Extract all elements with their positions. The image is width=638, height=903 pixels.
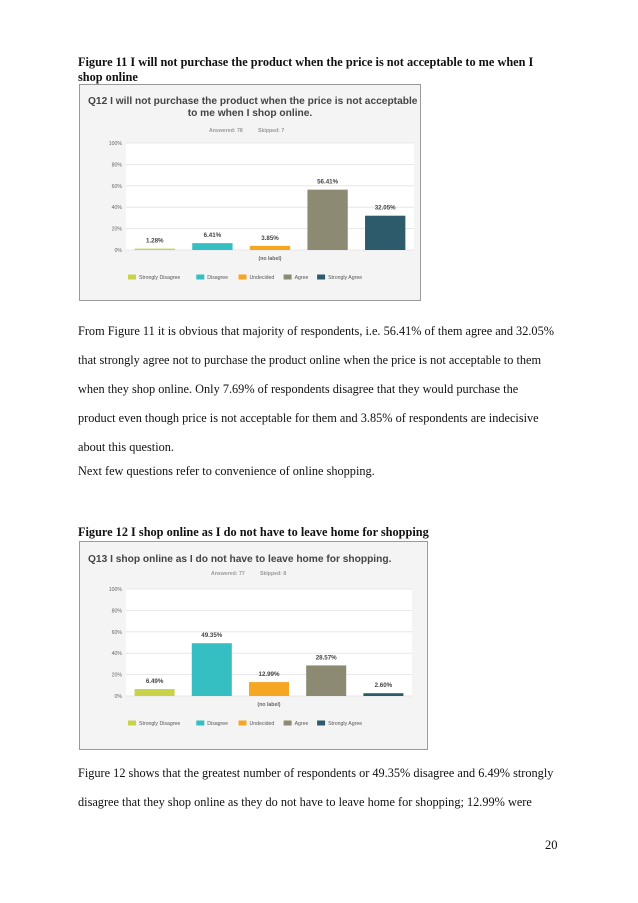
y-tick-label: 20% [111, 672, 122, 679]
y-tick-label: 40% [111, 651, 122, 658]
answered-count: Answered: 78 [209, 128, 243, 134]
bar-disagree [192, 643, 232, 696]
y-tick-label: 80% [111, 608, 122, 615]
bar-undecided [249, 682, 289, 696]
x-axis-label: (no label) [257, 702, 281, 708]
legend-swatch [128, 721, 136, 726]
figure-12-chart [79, 541, 428, 750]
legend-swatch [284, 721, 292, 726]
text-line: about this question. [78, 440, 174, 454]
skipped-count: Skipped: 7 [258, 128, 285, 134]
legend-label: Disagree [207, 275, 229, 281]
text-line: disagree that they shop online as they do not have to leave home for shopping; 12.99% were [78, 795, 532, 809]
legend-swatch [196, 275, 204, 280]
bar-agree [306, 665, 346, 696]
y-tick-label: 0% [114, 248, 122, 254]
bar-strongly-agree [363, 693, 403, 696]
legend-swatch [239, 275, 247, 280]
legend-label: Strongly Disagree [139, 275, 181, 281]
figure-12-chart-svg [80, 542, 427, 749]
legend-label: Strongly Agree [328, 721, 363, 727]
bar-strongly-disagree [135, 249, 175, 250]
bar-value-label: 6.41% [203, 232, 222, 240]
legend-label: Strongly Disagree [139, 721, 181, 727]
y-tick-label: 100% [108, 587, 122, 593]
text-line: Figure 12 shows that the greatest number of respondents or 49.35% disagree and 6.49% strongly [78, 766, 554, 780]
bar-value-label: 3.85% [261, 234, 279, 242]
text-line: From Figure 11 it is obvious that majority of respondents, i.e. 56.41% of them agree and 32.05% [78, 324, 554, 338]
bar-strongly-agree [365, 216, 405, 250]
bar-value-label: 49.35% [201, 632, 223, 640]
y-tick-label: 60% [111, 183, 122, 190]
y-tick-label: 60% [111, 629, 122, 636]
x-axis-label: (no label) [258, 256, 282, 262]
y-tick-label: 0% [114, 694, 122, 700]
y-tick-label: 20% [111, 226, 122, 233]
text-line: that strongly agree not to purchase the product online when the price is not acceptable to them [78, 353, 542, 367]
figure-11-caption [78, 55, 568, 85]
figure-11-discussion [78, 317, 570, 462]
chart-title: Q13 I shop online as I do not have to leave home for shopping. [88, 554, 392, 565]
figure-12-discussion [78, 759, 570, 817]
bar-value-label: 12.99% [258, 671, 280, 679]
legend-swatch [239, 721, 247, 726]
legend-swatch [196, 721, 204, 726]
bar-value-label: 28.57% [315, 654, 337, 662]
legend-label: Disagree [207, 721, 229, 727]
figure-11-caption-line1: Figure 11 I will not purchase the product when the price is not acceptable to me when I [78, 55, 534, 69]
legend-swatch [317, 721, 325, 726]
legend-swatch [284, 275, 292, 280]
bar-undecided [250, 246, 290, 250]
convenience-intro: Next few questions refer to convenience of online shopping. [78, 464, 375, 478]
bar-value-label: 56.41% [317, 178, 339, 186]
legend-swatch [317, 275, 325, 280]
legend-label: Agree [294, 275, 309, 281]
bar-value-label: 32.05% [374, 204, 396, 212]
y-tick-label: 100% [108, 141, 122, 147]
legend-label: Undecided [249, 275, 275, 281]
chart-title-line2: to me when I shop online. [187, 108, 313, 119]
bar-disagree [192, 243, 232, 250]
text-line: product even though price is not acceptable for them and 3.85% of respondents are indecisive [78, 411, 539, 425]
bar-value-label: 2.60% [374, 682, 393, 690]
skipped-count: Skipped: 8 [260, 571, 287, 577]
legend-label: Agree [294, 721, 309, 727]
legend-swatch [128, 275, 136, 280]
figure-12-caption: Figure 12 I shop online as I do not have to leave home for shopping [78, 525, 429, 539]
figure-11-caption-line2: shop online [78, 70, 138, 84]
page-number: 20 [545, 838, 558, 852]
y-tick-label: 40% [111, 205, 122, 212]
legend-label: Undecided [249, 721, 275, 727]
bar-strongly-disagree [135, 689, 175, 696]
y-tick-label: 80% [111, 162, 122, 169]
bar-agree [307, 190, 347, 250]
bar-value-label: 6.49% [145, 678, 164, 686]
figure-11-chart-svg [80, 85, 420, 300]
plot-area [126, 589, 412, 696]
answered-count: Answered: 77 [211, 571, 245, 577]
chart-title: Q12 I will not purchase the product when the price is not acceptable [88, 96, 418, 107]
figure-11-chart [79, 84, 421, 301]
text-line: when they shop online. Only 7.69% of respondents disagree that they would purchase the [78, 382, 519, 396]
legend-label: Strongly Agree [328, 275, 363, 281]
bar-value-label: 1.28% [146, 237, 164, 245]
